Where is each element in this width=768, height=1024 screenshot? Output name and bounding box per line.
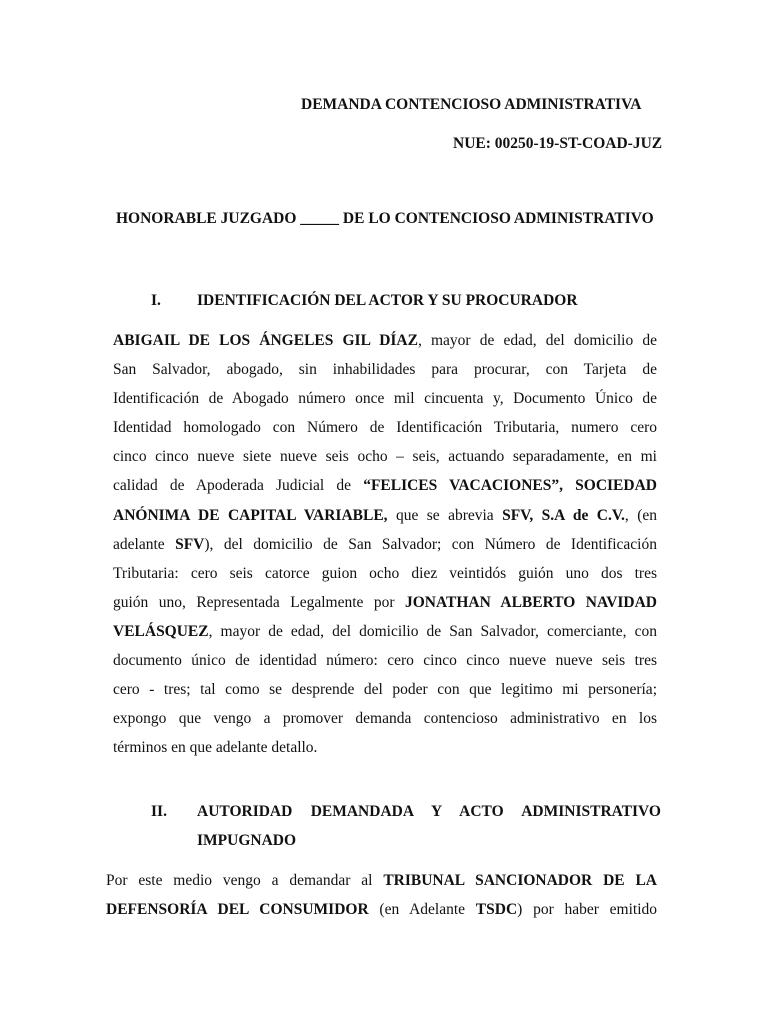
text-run: términos en que adelante detallo.: [113, 739, 318, 757]
section-1-number: I.: [151, 292, 161, 309]
text-run: cero - tres; tal como se desprende del poder con que legitimo mi personería;: [113, 681, 657, 699]
bold-text: SFV: [175, 535, 205, 553]
bold-text: TSDC: [475, 901, 518, 919]
text-line: [113, 617, 657, 646]
text-line: [113, 442, 657, 471]
text-run: , mayor de edad, del domicilio de: [417, 332, 657, 349]
text-line: [113, 530, 657, 559]
text-run: guión uno, Representada Legalmente por: [113, 593, 405, 611]
section-1-title: IDENTIFICACIÓN DEL ACTOR Y SU PROCURADOR: [197, 292, 578, 309]
text-run: Por este medio vengo a demandar al: [106, 872, 384, 889]
text-run: ) por haber emitido: [517, 901, 657, 919]
bold-text: ABIGAIL DE LOS ÁNGELES GIL DÍAZ: [113, 332, 418, 349]
text-run: expongo que vengo a promover demanda contencioso administrativo en los: [113, 710, 657, 728]
text-run: , (en: [624, 506, 657, 524]
text-run: calidad de Apoderada Judicial de: [113, 477, 364, 495]
bold-text: SFV, S.A de C.V.: [502, 506, 625, 524]
text-run: que se abrevia: [387, 506, 503, 524]
text-run: San Salvador, abogado, sin inhabilidades para procurar, con Tarjeta de: [113, 361, 657, 379]
section-2-paragraph: [106, 866, 657, 924]
court-addressee: HONORABLE JUZGADO _____ DE LO CONTENCIOSO ADMINISTRATIVO: [116, 210, 654, 227]
text-run: (en Adelante: [368, 901, 476, 919]
bold-text: DEFENSORÍA DEL CONSUMIDOR: [106, 901, 369, 919]
text-line: [113, 675, 657, 704]
text-line: [113, 355, 657, 384]
text-line: [113, 704, 657, 733]
document-title: DEMANDA CONTENCIOSO ADMINISTRATIVA: [301, 96, 642, 113]
section-2-title-line-1: [197, 803, 661, 821]
text-line: [113, 501, 657, 530]
text-line: [113, 733, 657, 762]
text-line: [113, 646, 657, 675]
section-2-title-line-1-text: AUTORIDAD DEMANDADA Y ACTO ADMINISTRATIVO: [197, 803, 661, 820]
text-line: [113, 471, 657, 500]
text-line: [113, 326, 657, 355]
text-run: , mayor de edad, del domicilio de San Salvador, comerciante, con: [208, 622, 657, 640]
text-run: Tributaria: cero seis catorce guion ocho diez veintidós guión uno dos tres: [113, 564, 657, 582]
text-run: ), del domicilio de San Salvador; con Número de Identificación: [204, 535, 657, 553]
bold-text: VELÁSQUEZ: [113, 622, 209, 640]
text-line: [113, 413, 657, 442]
bold-text: TRIBUNAL SANCIONADOR DE LA: [383, 872, 657, 889]
bold-text: ANÓNIMA DE CAPITAL VARIABLE,: [113, 506, 388, 524]
section-2-number: II.: [151, 803, 167, 820]
text-run: Identidad homologado con Número de Identificación Tributaria, numero cero: [113, 419, 657, 437]
text-run: Identificación de Abogado número once mil cincuenta y, Documento Único de: [113, 390, 657, 408]
section-1-paragraph: [113, 326, 657, 762]
text-run: cinco cinco nueve siete nueve seis ocho – seis, actuando separadamente, en mi: [113, 448, 657, 466]
text-line: [106, 866, 657, 895]
text-run: documento único de identidad número: cero cinco cinco nueve nueve seis tres: [113, 652, 657, 670]
text-run: adelante: [113, 535, 176, 553]
section-2-title-line-2: IMPUGNADO: [197, 832, 297, 849]
text-line: [113, 559, 657, 588]
text-line: [106, 895, 657, 924]
bold-text: “FELICES VACACIONES”, SOCIEDAD: [363, 477, 657, 495]
bold-text: JONATHAN ALBERTO NAVIDAD: [404, 593, 657, 611]
text-line: [113, 384, 657, 413]
case-number: NUE: 00250-19-ST-COAD-JUZ: [453, 135, 663, 152]
text-line: [113, 588, 657, 617]
